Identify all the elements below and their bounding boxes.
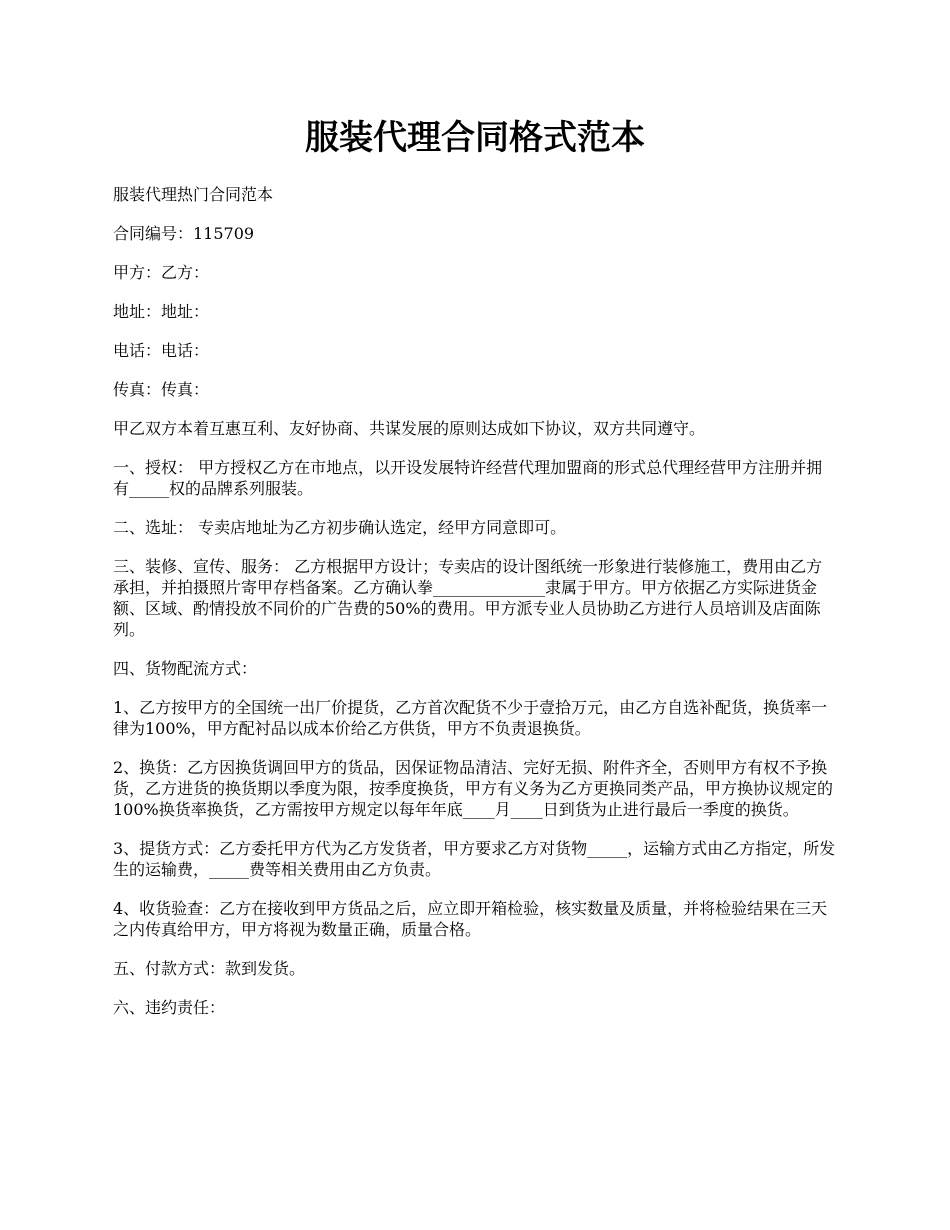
party-faxes: 传真：传真： [113,380,210,399]
clause-payment: 五、付款方式：款到发货。 [113,959,306,978]
party-addresses: 地址：地址： [113,302,210,321]
document-title: 服装代理合同格式范本 [305,118,645,158]
clause-distribution-heading: 四、货物配流方式： [113,659,258,678]
clause-delivery-method: 3、提货方式：乙方委托甲方代为乙方发货者，甲方要求乙方对货物_____，运输方式由乙方指定，所发生的运输费，_____费等相关费用由乙方负责。 [113,839,836,879]
clause-site-selection: 二、选址： 专卖店地址为乙方初步确认选定，经甲方同意即可。 [113,518,567,537]
clause-exchange: 2、换货：乙方因换货调回甲方的货品，因保证物品清洁、完好无损、附件齐全，否则甲方有权不予换货，乙方进货的换货期以季度为限，按季度换货，甲方有义务为乙方更换同类产品，甲方换协议规定的100%换货率换货，乙方需按甲方规定以每年年底____月____日到货为止进行最后一季度的换货。 [113,758,834,819]
clause-pickup-pricing: 1、乙方按甲方的全国统一出厂价提货，乙方首次配货不少于壹拾万元，由乙方自选补配货，换货率一律为100%，甲方配衬品以成本价给乙方供货，甲方不负责退换货。 [113,698,828,738]
clause-liability-heading: 六、违约责任： [113,998,226,1017]
subtitle: 服装代理热门合同范本 [113,185,274,204]
clause-inspection: 4、收货验查：乙方在接收到甲方货品之后，应立即开箱检验，核实数量及质量，并将检验结果在三天之内传真给甲方，甲方将视为数量正确，质量合格。 [113,899,828,939]
contract-number: 合同编号：115709 [113,224,255,243]
party-phones: 电话：电话： [113,341,210,360]
clause-authorization: 一、授权： 甲方授权乙方在市地点，以开设发展特许经营代理加盟商的形式总代理经营甲方注册并拥有_____权的品牌系列服装。 [113,458,823,498]
clause-decoration-promotion: 三、装修、宣传、服务： 乙方根据甲方设计；专卖店的设计图纸统一形象进行装修施工，费用由乙方承担，并拍摄照片寄甲存档备案。乙方确认拳______________隶属于甲方。甲方依据乙方实际进货金额、区域、酌情投放不同价的广告费的50%的费用。甲方派专业人员协助乙方进行人员培训及店面陈列。 [113,557,823,639]
preamble: 甲乙双方本着互惠互利、友好协商、共谋发展的原则达成如下协议，双方共同遵守。 [113,419,706,438]
party-names: 甲方：乙方： [113,263,210,282]
